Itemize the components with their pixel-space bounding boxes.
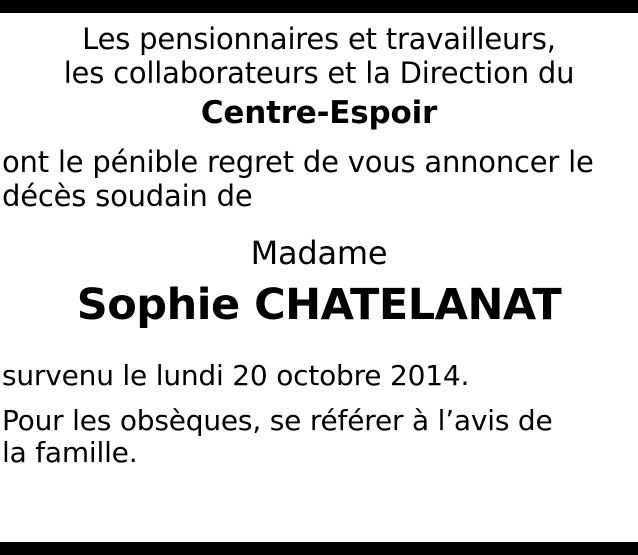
announcement-line-2: décès soudain de	[2, 178, 253, 213]
closing-line-1: Pour les obsèques, se référer à l’avis de	[2, 403, 553, 437]
organization-name: Centre-Espoir	[200, 95, 438, 132]
deceased-name: Sophie CHATELANAT	[76, 279, 562, 330]
closing-line-2: la famille.	[2, 436, 138, 470]
bottom-rule-divider	[0, 542, 638, 555]
honorific: Madame	[250, 234, 388, 273]
intro-line-2: les collaborateurs et la Direction du	[63, 55, 575, 90]
top-rule-divider	[0, 0, 638, 13]
intro-line-1: Les pensionnaires et travailleurs,	[82, 22, 556, 56]
notice-body	[0, 13, 638, 542]
date-of-death-line: survenu le lundi 20 octobre 2014.	[2, 359, 470, 393]
announcement-line-1: ont le pénible regret de vous annoncer le	[2, 145, 594, 180]
